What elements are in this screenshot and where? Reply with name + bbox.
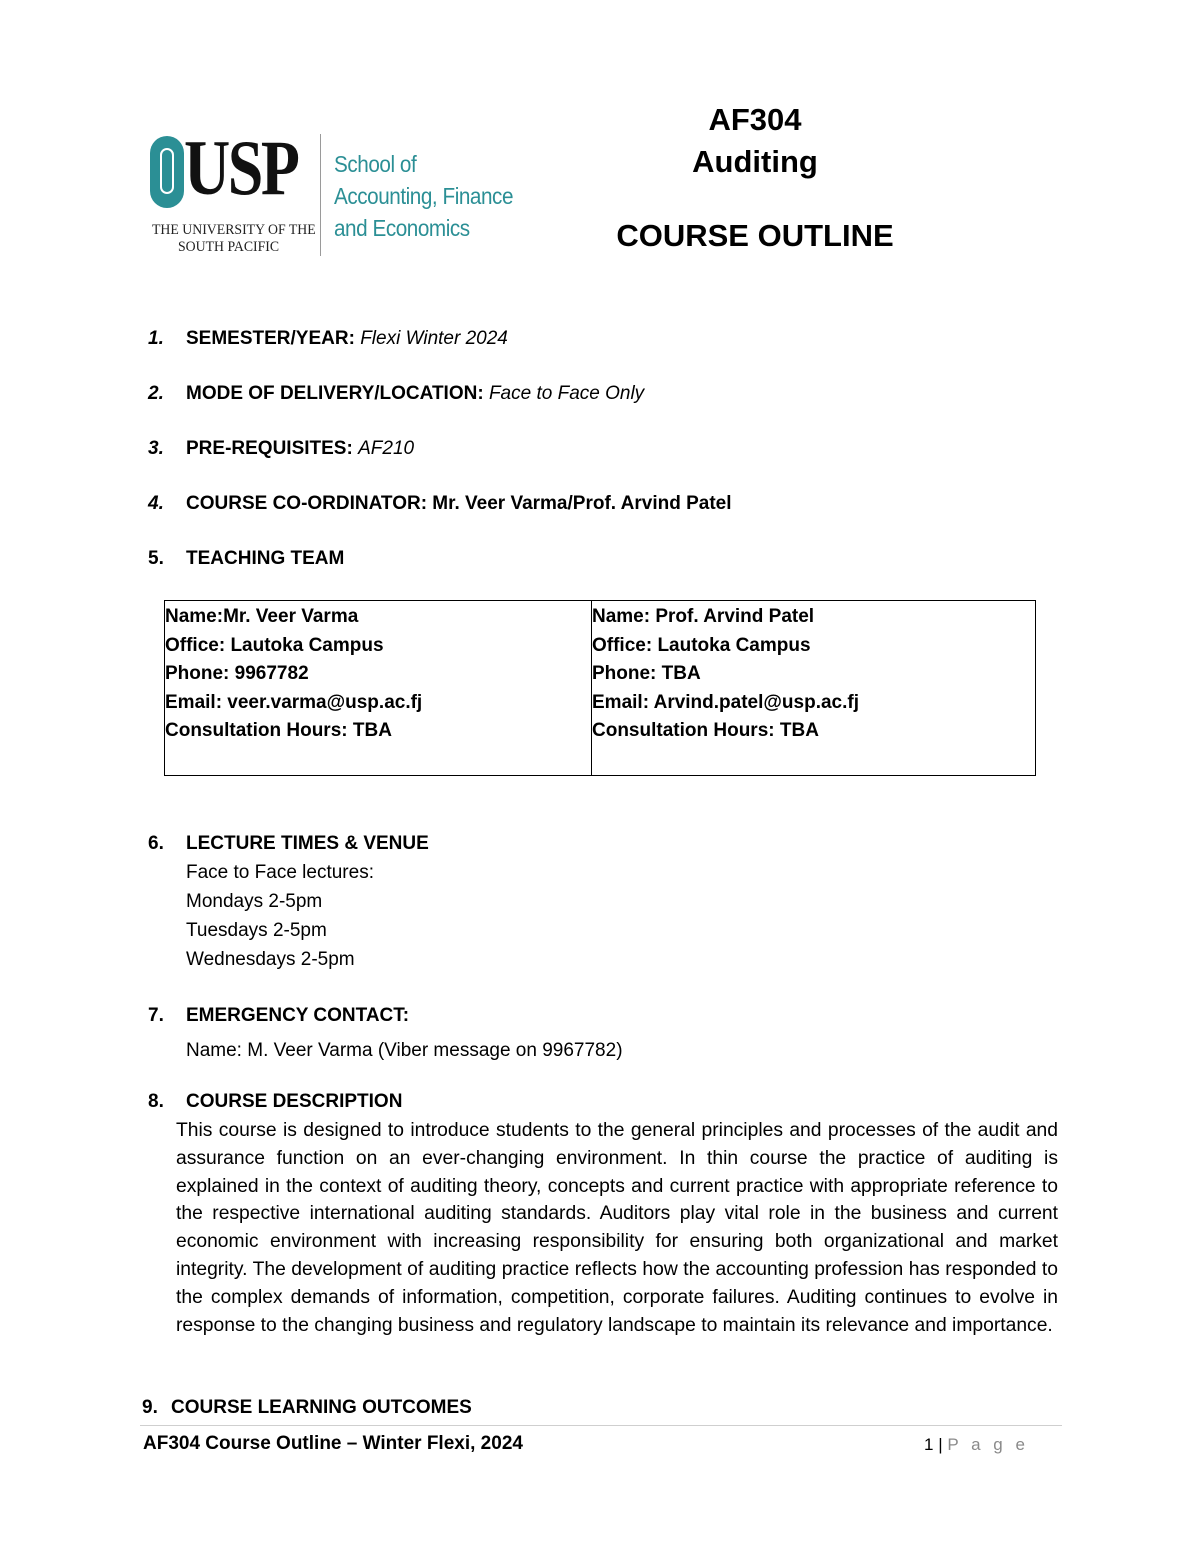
team-member-phone: Phone: 9967782 xyxy=(165,663,309,685)
title-block xyxy=(570,100,940,256)
course-description-text: This course is designed to introduce students to the general principles and processes of the audit and assurance function on an ever-changing environment. In thin course the practice of auditing is explained in the context of auditing theory, concepts and current practice with appropriate reference to the respective international auditing standards. Auditors play vital role in the business and current economic environment with increasing responsibility for ensuring both organizational and market integrity. The development of auditing practice reflects how the accounting profession has responded to the complex demands of information, competition, corporate failures. Auditing continues to evolve in response to the changing business and regulatory landscape to maintain its relevance and importance. xyxy=(176,1120,1058,1336)
team-member-phone: Phone: TBA xyxy=(592,663,701,685)
item-semester-year xyxy=(148,325,508,353)
team-member-patel xyxy=(592,601,1035,775)
page-number-separator: | xyxy=(938,1435,943,1454)
item-label: PRE-REQUISITES: xyxy=(186,438,353,459)
usp-logo xyxy=(150,124,515,260)
item-label: COURSE DESCRIPTION xyxy=(186,1091,403,1112)
university-name-line2: SOUTH PACIFIC xyxy=(178,239,280,255)
page-number xyxy=(924,1432,1029,1458)
team-member-varma xyxy=(165,601,592,775)
item-label: EMERGENCY CONTACT: xyxy=(186,1005,410,1026)
item-teaching-team xyxy=(148,545,344,573)
school-name-line1: School of xyxy=(334,151,417,177)
team-member-hours: Consultation Hours: TBA xyxy=(592,720,819,742)
course-code: AF304 xyxy=(708,102,802,137)
team-member-name: Name:Mr. Veer Varma xyxy=(165,606,359,627)
item-label: MODE OF DELIVERY/LOCATION: xyxy=(186,383,484,404)
teaching-team-table xyxy=(164,600,1036,776)
item-value: Flexi Winter 2024 xyxy=(360,328,508,349)
team-member-email: Email: Arvind.patel@usp.ac.fj xyxy=(592,691,859,713)
item-mode-of-delivery xyxy=(148,380,644,408)
team-member-office: Office: Lautoka Campus xyxy=(165,634,384,656)
item-number: 9. xyxy=(142,1397,158,1418)
item-number: 3. xyxy=(148,438,164,459)
item-course-description xyxy=(148,1088,402,1116)
page-number-value: 1 xyxy=(924,1435,934,1454)
item-number: 8. xyxy=(148,1091,164,1112)
item-value: AF210 xyxy=(358,438,415,459)
item-label: TEACHING TEAM xyxy=(186,548,345,569)
course-name: Auditing xyxy=(692,144,818,179)
item-course-coordinator xyxy=(148,490,732,518)
usp-wordmark-block xyxy=(150,124,316,260)
school-name xyxy=(334,148,514,244)
item-label: SEMESTER/YEAR: xyxy=(186,328,355,349)
team-member-email: Email: veer.varma@usp.ac.fj xyxy=(165,691,423,713)
lecture-lines xyxy=(186,858,374,974)
team-member-name: Name: Prof. Arvind Patel xyxy=(592,606,815,627)
page-word: P a g e xyxy=(947,1435,1029,1454)
team-member-office: Office: Lautoka Campus xyxy=(592,634,811,656)
item-emergency-contact xyxy=(148,1002,409,1030)
item-value: Face to Face Only xyxy=(488,383,645,404)
footer-title: AF304 Course Outline – Winter Flexi, 2024 xyxy=(143,1433,523,1454)
item-lecture-times xyxy=(148,830,429,858)
university-name-line1: THE UNIVERSITY OF THE xyxy=(152,222,316,238)
item-number: 1. xyxy=(148,328,164,349)
team-member-hours: Consultation Hours: TBA xyxy=(165,720,392,742)
school-name-line2: Accounting, Finance xyxy=(334,183,514,209)
item-number: 7. xyxy=(148,1005,164,1026)
item-number: 4. xyxy=(148,493,164,514)
item-number: 2. xyxy=(148,383,164,404)
document-title: COURSE OUTLINE xyxy=(616,218,894,253)
usp-wordmark: USP xyxy=(184,124,298,211)
lecture-line: Mondays 2-5pm xyxy=(186,891,323,912)
item-number: 5. xyxy=(148,548,164,569)
lecture-line: Wednesdays 2-5pm xyxy=(186,949,355,970)
item-label: COURSE LEARNING OUTCOMES xyxy=(171,1397,472,1418)
lecture-line: Tuesdays 2-5pm xyxy=(186,920,327,941)
item-prerequisites xyxy=(148,435,414,463)
footer-divider xyxy=(140,1425,1062,1426)
school-name-line3: and Economics xyxy=(334,215,470,241)
item-label: COURSE CO-ORDINATOR: Mr. Veer Varma/Prof. Arvind Patel xyxy=(186,493,732,514)
item-learning-outcomes xyxy=(142,1394,472,1422)
emergency-contact-text: Name: M. Veer Varma (Viber message on 9967782) xyxy=(186,1040,623,1061)
item-label: LECTURE TIMES & VENUE xyxy=(186,833,429,854)
usp-emblem-icon xyxy=(150,136,184,208)
logo-divider xyxy=(320,134,321,256)
item-number: 6. xyxy=(148,833,164,854)
lecture-line: Face to Face lectures: xyxy=(186,862,374,883)
